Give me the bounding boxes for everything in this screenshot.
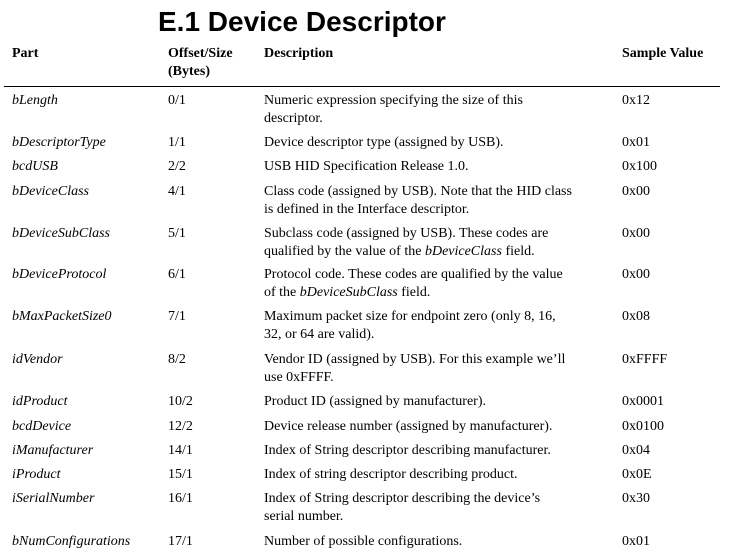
cell-part: iManufacturer: [12, 443, 94, 458]
description-line: [264, 393, 614, 411]
column-header-offset-line2: (Bytes): [168, 64, 210, 79]
description-line: [264, 308, 614, 326]
description-text: USB HID Specification Release 1.0.: [264, 159, 469, 174]
description-text: field.: [501, 244, 535, 259]
description-text: Maximum packet size for endpoint zero (only 8, 16,: [264, 309, 556, 324]
cell-sample-value: 0x30: [622, 491, 650, 506]
cell-description: [264, 351, 614, 387]
description-line: [264, 243, 614, 261]
cell-part: iSerialNumber: [12, 491, 95, 506]
column-header-offset-line1: Offset/Size: [168, 46, 233, 61]
cell-sample-value: 0x0100: [622, 419, 664, 434]
cell-part: bcdUSB: [12, 159, 58, 174]
cell-offset-size: 15/1: [168, 467, 193, 482]
cell-sample-value: 0x0E: [622, 467, 652, 482]
description-text: qualified by the value of the: [264, 244, 425, 259]
description-line: [264, 225, 614, 243]
cell-description: [264, 183, 614, 219]
cell-offset-size: 8/2: [168, 352, 186, 367]
cell-sample-value: 0x04: [622, 443, 650, 458]
cell-offset-size: 2/2: [168, 159, 186, 174]
cell-part: bDescriptorType: [12, 135, 106, 150]
cell-sample-value: 0x01: [622, 135, 650, 150]
description-line: [264, 92, 614, 110]
cell-description: [264, 308, 614, 344]
description-text: Numeric expression specifying the size of this: [264, 93, 523, 108]
cell-offset-size: 5/1: [168, 226, 186, 241]
description-text: Device descriptor type (assigned by USB).: [264, 135, 504, 150]
cell-part: bMaxPacketSize0: [12, 309, 112, 324]
description-line: [264, 351, 614, 369]
cell-offset-size: 7/1: [168, 309, 186, 324]
description-line: [264, 508, 614, 526]
cell-sample-value: 0x00: [622, 184, 650, 199]
description-text: Index of String descriptor describing manufacturer.: [264, 443, 551, 458]
cell-part: iProduct: [12, 467, 61, 482]
cell-part: bcdDevice: [12, 419, 72, 434]
cell-part: bDeviceSubClass: [12, 226, 110, 241]
cell-part: idVendor: [12, 352, 63, 367]
cell-description: [264, 490, 614, 526]
description-text: of the: [264, 285, 300, 300]
description-text: Protocol code. These codes are qualified by the value: [264, 267, 563, 282]
cell-part: bLength: [12, 93, 58, 108]
description-text: use 0xFFFF.: [264, 370, 334, 385]
description-line: [264, 466, 614, 484]
description-text: Product ID (assigned by manufacturer).: [264, 394, 486, 409]
description-line: [264, 369, 614, 387]
cell-description: [264, 466, 614, 484]
cell-sample-value: 0x100: [622, 159, 657, 174]
column-header-sample-value: Sample Value: [622, 46, 704, 61]
cell-offset-size: 6/1: [168, 267, 186, 282]
cell-sample-value: 0x00: [622, 226, 650, 241]
cell-part: idProduct: [12, 394, 68, 409]
cell-description: [264, 442, 614, 460]
cell-sample-value: 0x0001: [622, 394, 664, 409]
cell-description: [264, 92, 614, 128]
description-line: [264, 490, 614, 508]
cell-sample-value: 0x00: [622, 267, 650, 282]
cell-offset-size: 4/1: [168, 184, 186, 199]
description-text: Number of possible configurations.: [264, 534, 463, 549]
cell-description: [264, 533, 614, 551]
description-text: 32, or 64 are valid).: [264, 327, 375, 342]
column-header-part: Part: [12, 46, 39, 61]
cell-offset-size: 1/1: [168, 135, 186, 150]
description-line: [264, 183, 614, 201]
cell-sample-value: 0x01: [622, 534, 650, 549]
page-title: E.1 Device Descriptor: [158, 6, 446, 37]
cell-part: bDeviceClass: [12, 184, 89, 199]
cell-part: bNumConfigurations: [12, 534, 131, 549]
description-line: [264, 326, 614, 344]
cell-offset-size: 17/1: [168, 534, 193, 549]
cell-sample-value: 0xFFFF: [622, 352, 668, 367]
description-text: Class code (assigned by USB). Note that the HID class: [264, 184, 572, 199]
description-text: serial number.: [264, 509, 344, 524]
description-line: [264, 201, 614, 219]
cell-sample-value: 0x08: [622, 309, 650, 324]
description-text: Device release number (assigned by manufacturer).: [264, 419, 553, 434]
description-text: Index of String descriptor describing the device’s: [264, 491, 541, 506]
description-text: descriptor.: [264, 111, 323, 126]
cell-description: [264, 393, 614, 411]
description-line: [264, 266, 614, 284]
column-header-description: Description: [264, 46, 334, 61]
description-line: [264, 533, 614, 551]
description-text: bDeviceSubClass: [299, 285, 398, 300]
cell-sample-value: 0x12: [622, 93, 650, 108]
description-line: [264, 418, 614, 436]
cell-part: bDeviceProtocol: [12, 267, 107, 282]
cell-offset-size: 0/1: [168, 93, 186, 108]
description-text: bDeviceClass: [424, 244, 502, 259]
description-text: Index of string descriptor describing product.: [264, 467, 518, 482]
cell-offset-size: 12/2: [168, 419, 193, 434]
description-line: [264, 284, 614, 302]
cell-description: [264, 158, 614, 176]
description-line: [264, 134, 614, 152]
description-text: Subclass code (assigned by USB). These codes are: [264, 226, 549, 241]
description-text: Vendor ID (assigned by USB). For this example we’ll: [264, 352, 566, 367]
cell-description: [264, 134, 614, 152]
description-text: field.: [397, 285, 431, 300]
cell-description: [264, 266, 614, 302]
cell-offset-size: 16/1: [168, 491, 193, 506]
cell-description: [264, 225, 614, 261]
description-text: is defined in the Interface descriptor.: [264, 202, 470, 217]
cell-description: [264, 418, 614, 436]
description-line: [264, 110, 614, 128]
cell-offset-size: 14/1: [168, 443, 193, 458]
cell-offset-size: 10/2: [168, 394, 193, 409]
description-line: [264, 158, 614, 176]
description-line: [264, 442, 614, 460]
